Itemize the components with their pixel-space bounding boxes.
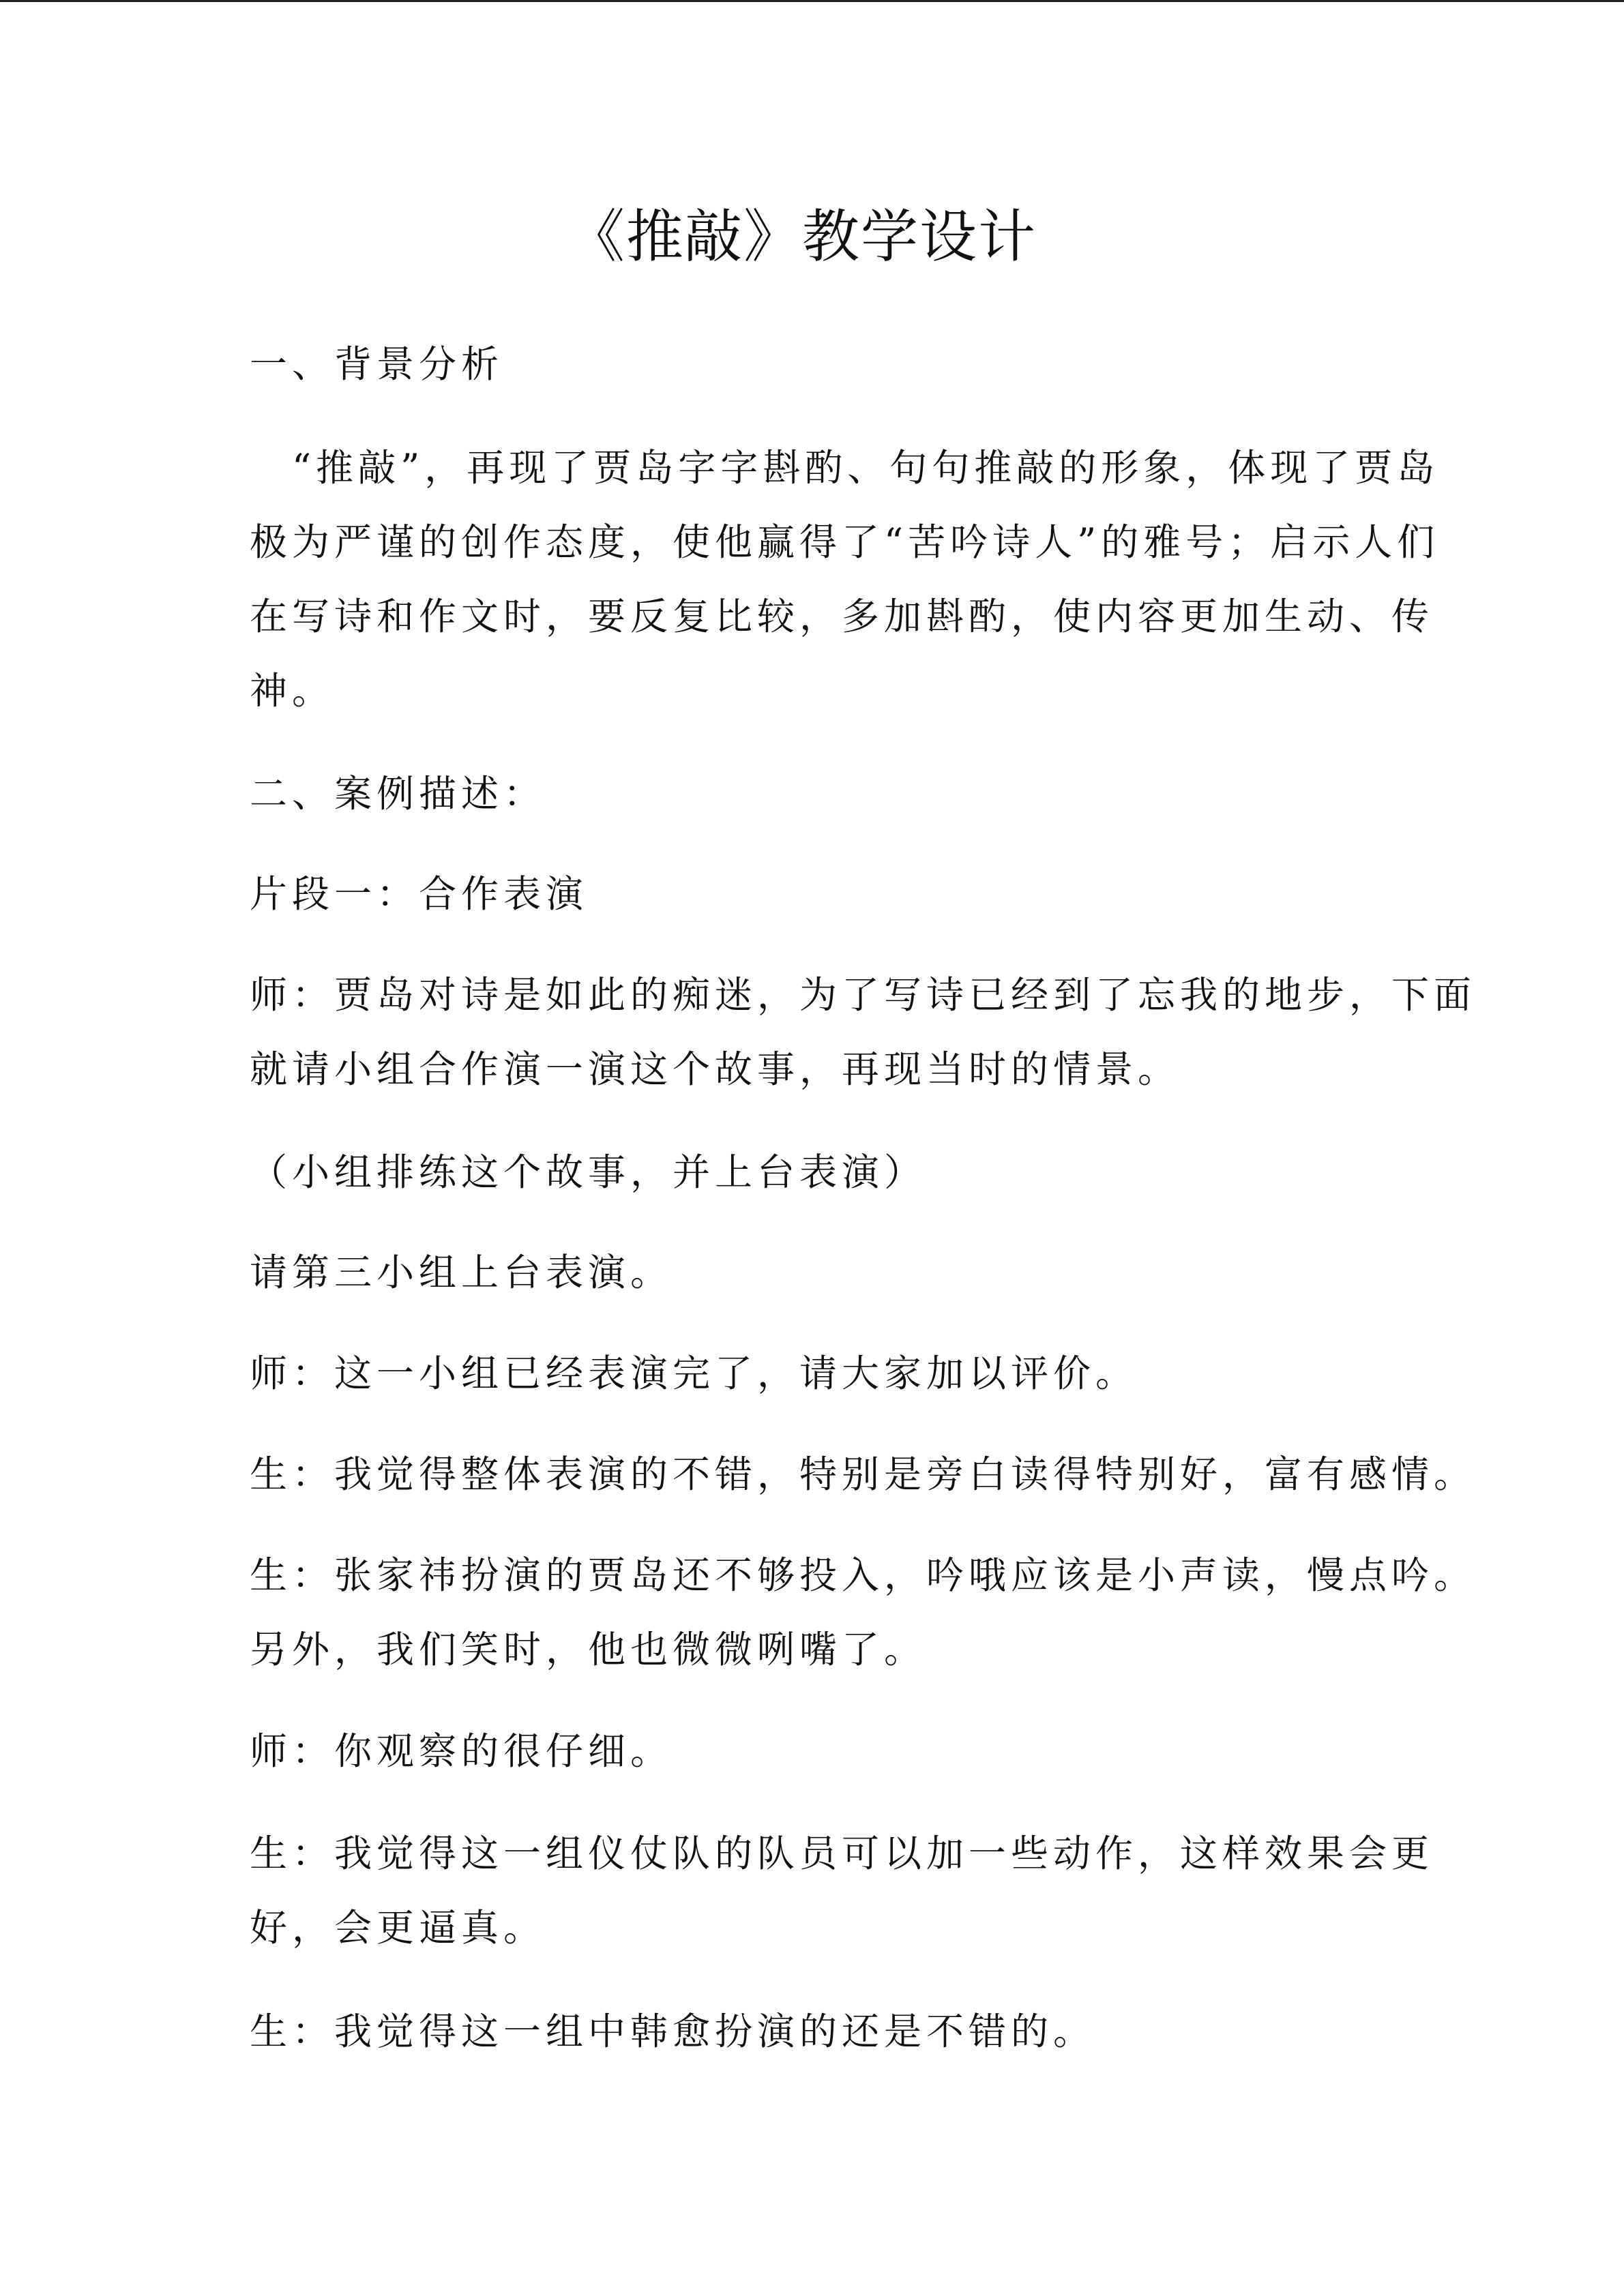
text-line: 师：这一小组已经表演完了，请大家加以评价。 (250, 1352, 1138, 1395)
document-title: 《推敲》教学设计 (567, 203, 1037, 270)
text-line: 在写诗和作文时，要反复比较，多加斟酌，使内容更加生动、传 (250, 595, 1434, 638)
text-line: 就请小组合作演一演这个故事，再现当时的情景。 (250, 1047, 1181, 1091)
text-line: 请第三小组上台表演。 (250, 1251, 673, 1294)
paragraph-background (250, 431, 1440, 728)
text-line: 神。 (250, 669, 335, 713)
paragraph-student-3 (250, 1817, 1434, 1965)
text-line: 生：张家祎扮演的贾岛还不够投入，吟哦应该是小声读，慢点吟。 (250, 1553, 1477, 1597)
paragraph-group-three (250, 1236, 1355, 1310)
text-line: 师：你观察的很仔细。 (250, 1729, 673, 1773)
text-line: 二、案例描述： (250, 772, 546, 816)
text-line: 极为严谨的创作态度，使他赢得了“苦吟诗人”的雅号；启示人们 (250, 520, 1440, 564)
paragraph-student-4 (250, 1995, 1355, 2069)
paragraph-teacher-praise (250, 1714, 1355, 1789)
text-line: 师：贾岛对诗是如此的痴迷，为了写诗已经到了忘我的地步，下面 (250, 973, 1477, 1017)
paragraph-teacher-intro (250, 958, 1477, 1107)
segment-heading (250, 857, 1355, 931)
text-line: （小组排练这个故事，并上台表演） (250, 1150, 927, 1194)
text-line: “推敲”，再现了贾岛字字斟酌、句句推敲的形象，体现了贾岛 (250, 446, 1440, 490)
paragraph-student-1 (250, 1437, 1477, 1512)
heading-background-analysis (250, 327, 1355, 402)
page-top-border (0, 0, 1624, 2)
text-line: 好，会更逼真。 (250, 1906, 546, 1950)
text-line: 另外，我们笑时，他也微微咧嘴了。 (250, 1628, 927, 1671)
text-line: 片段一：合作表演 (250, 872, 589, 916)
text-line: 一、背景分析 (250, 342, 504, 386)
heading-case-description (250, 757, 1355, 831)
text-line: 生：我觉得这一组仪仗队的队员可以加一些动作，这样效果会更 (250, 1832, 1434, 1875)
paragraph-student-2 (250, 1538, 1477, 1687)
text-line: 生：我觉得这一组中韩愈扮演的还是不错的。 (250, 2010, 1096, 2053)
text-line: 生：我觉得整体表演的不错，特别是旁白读得特别好，富有感情。 (250, 1452, 1477, 1496)
paragraph-teacher-evaluate (250, 1337, 1355, 1411)
paragraph-stage-note (250, 1135, 1355, 1210)
